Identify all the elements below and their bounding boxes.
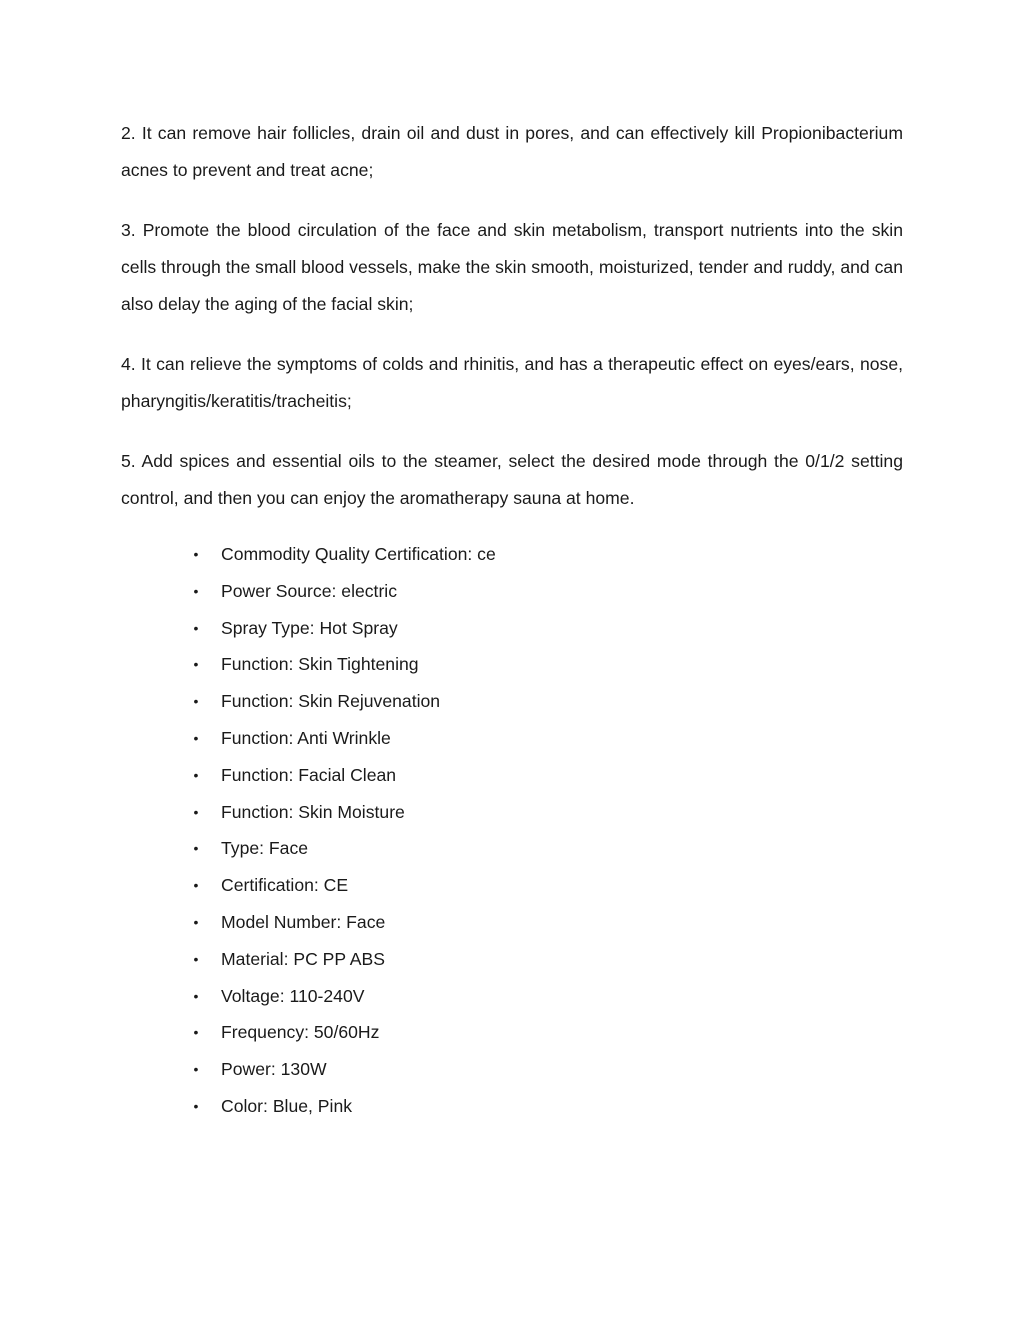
- spec-item: [190, 757, 903, 794]
- bullet-icon: •: [193, 693, 199, 710]
- spec-text: Voltage: 110-240V: [221, 985, 365, 1006]
- bullet-icon: •: [193, 729, 199, 746]
- spec-text: Power: 130W: [221, 1059, 327, 1080]
- paragraph-5: 5. Add spices and essential oils to the steamer, select the desired mode through the 0/1/2 setting control, and then you can enjoy the aromatherapy sauna at home.: [121, 451, 903, 508]
- spec-text: Function: Skin Rejuvenation: [221, 691, 441, 712]
- spec-item: [190, 683, 903, 720]
- spec-item: [190, 830, 903, 867]
- bullet-icon: •: [193, 546, 199, 562]
- bullet-icon: •: [193, 1024, 199, 1041]
- bullet-icon: •: [193, 950, 199, 967]
- spec-text: Function: Anti Wrinkle: [221, 727, 391, 748]
- paragraph-4: 4. It can relieve the symptoms of colds and rhinitis, and has a therapeutic effect on eyes/ears, nose, pharyngitis/keratitis/tracheitis;: [121, 354, 903, 411]
- paragraph-3: 3. Promote the blood circulation of the face and skin metabolism, transport nutrients into the skin cells through the small blood vessels, make the skin smooth, moisturized, tender and ruddy, and can also delay the aging of the facial skin;: [121, 220, 903, 314]
- spec-text: Spray Type: Hot Spray: [221, 617, 398, 638]
- spec-item: [190, 536, 903, 573]
- paragraph-2: 2. It can remove hair follicles, drain oil and dust in pores, and can effectively kill Propionibacterium acnes to prevent and treat acne;: [121, 123, 903, 180]
- spec-item: [190, 1051, 903, 1088]
- bullet-icon: •: [193, 840, 199, 857]
- bullet-icon: •: [193, 656, 199, 673]
- spec-text: Material: PC PP ABS: [221, 948, 385, 969]
- spec-item: [190, 941, 903, 978]
- bullet-icon: •: [193, 619, 199, 636]
- spec-text: Color: Blue, Pink: [221, 1095, 353, 1116]
- spec-item: [190, 867, 903, 904]
- document-page: [121, 115, 903, 1129]
- spec-item: [190, 978, 903, 1015]
- spec-list: [121, 536, 903, 1125]
- bullet-icon: •: [193, 877, 199, 894]
- bullet-icon: •: [193, 1097, 199, 1114]
- spec-item: [190, 904, 903, 941]
- spec-text: Model Number: Face: [221, 911, 386, 932]
- spec-text: Function: Skin Moisture: [221, 801, 405, 822]
- spec-text: Power Source: electric: [221, 580, 398, 601]
- spec-text: Certification: CE: [221, 875, 349, 896]
- spec-text: Function: Skin Tightening: [221, 654, 419, 675]
- spec-item: [190, 1014, 903, 1051]
- spec-item: [190, 573, 903, 610]
- spec-item: [190, 794, 903, 831]
- bullet-icon: •: [193, 766, 199, 783]
- spec-text: Function: Facial Clean: [221, 764, 397, 785]
- spec-item: [190, 1088, 903, 1125]
- bullet-icon: •: [193, 1061, 199, 1078]
- spec-item: [190, 646, 903, 683]
- spec-item: [190, 720, 903, 757]
- bullet-icon: •: [193, 803, 199, 820]
- spec-item: [190, 610, 903, 647]
- spec-text: Commodity Quality Certification: ce: [221, 544, 496, 564]
- spec-text: Frequency: 50/60Hz: [221, 1022, 380, 1043]
- spec-text: Type: Face: [221, 838, 309, 859]
- bullet-icon: •: [193, 987, 199, 1004]
- bullet-icon: •: [193, 582, 199, 599]
- bullet-icon: •: [193, 913, 199, 930]
